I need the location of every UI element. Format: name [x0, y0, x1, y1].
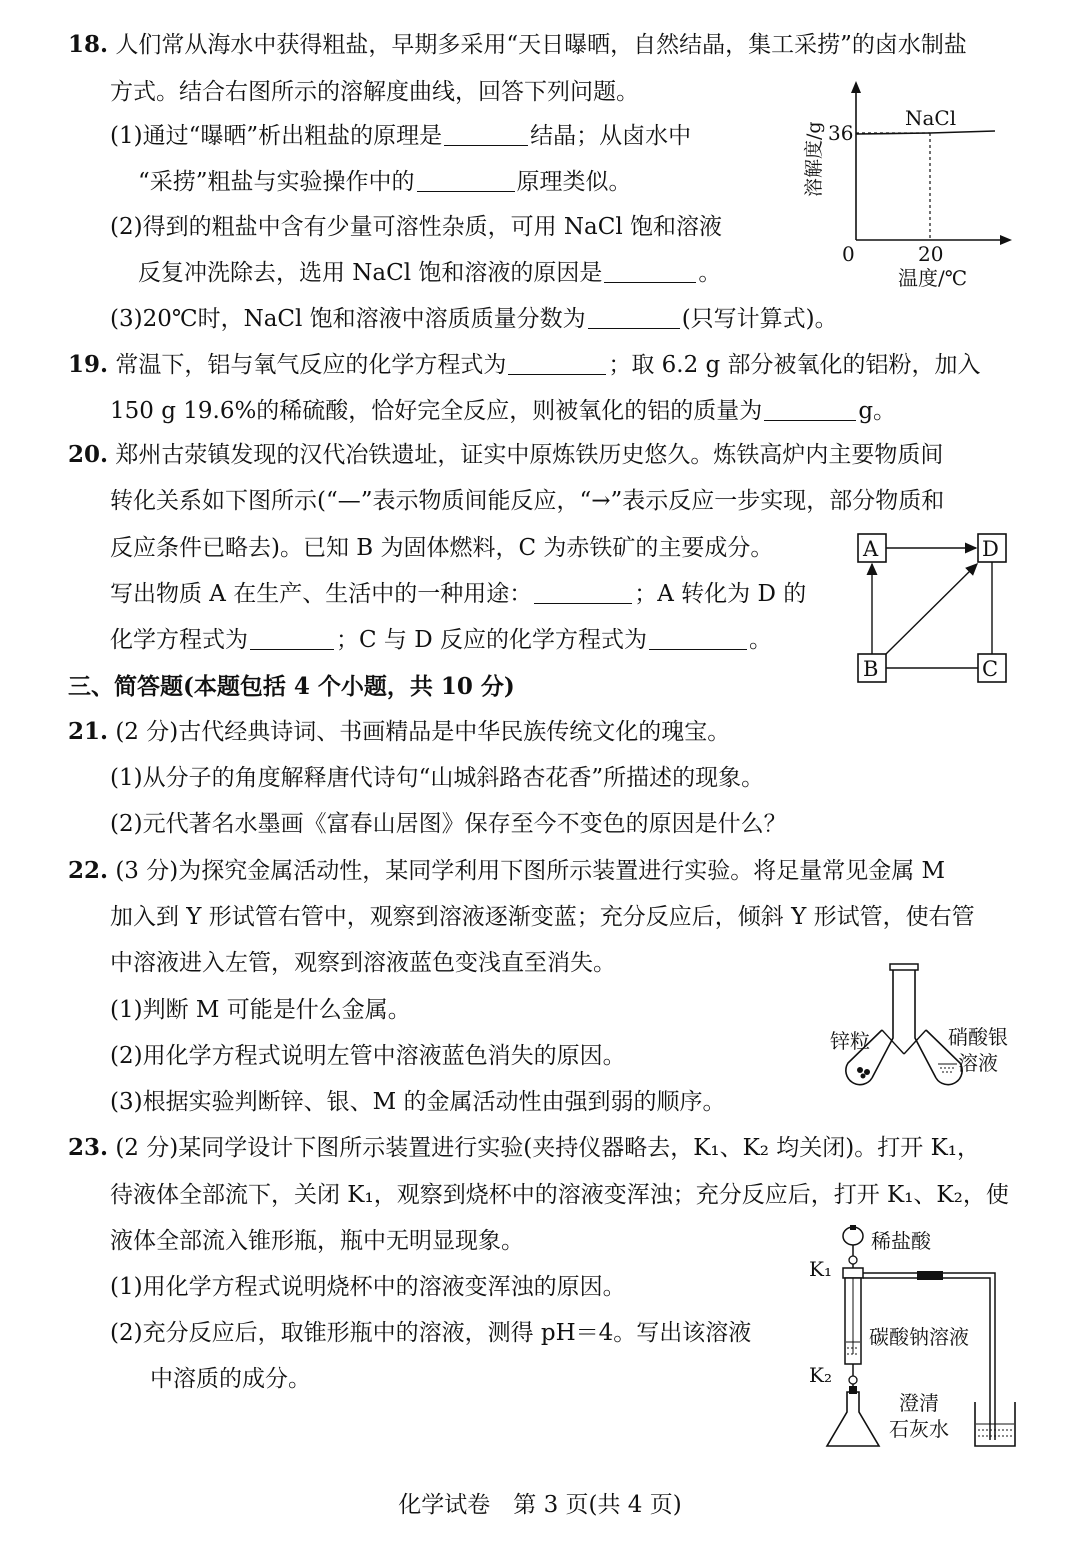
q18-part2-line1: (2)得到的粗盐中含有少量可溶性杂质，可用 NaCl 饱和溶液 [110, 214, 722, 240]
answer-blank[interactable] [508, 352, 606, 375]
q20-text-c: 化学方程式为 [110, 627, 248, 653]
x-tick-label: 20 [918, 242, 944, 266]
answer-blank[interactable] [534, 581, 632, 604]
y-axis-arrow-icon [851, 81, 861, 93]
q18-p3-text-b: (只写计算式)。 [681, 306, 838, 332]
answer-blank[interactable] [649, 627, 747, 650]
x-axis-arrow-icon [1000, 235, 1012, 245]
question-number: 18. [68, 31, 109, 58]
flask-stopper [849, 1386, 857, 1394]
zinc-granule [864, 1069, 870, 1075]
q22-part1: (1)判断 M 可能是什么金属。 [110, 997, 411, 1023]
label-d: D [982, 537, 999, 561]
tube-rim [890, 964, 918, 970]
label-b: B [863, 657, 879, 681]
solubility-graph [790, 75, 1020, 295]
q18-part1-line2 [138, 167, 632, 197]
tube-right-outer [915, 970, 936, 1078]
answer-blank[interactable] [250, 627, 334, 650]
q19-text-a: 常温下，铝与氧气反应的化学方程式为 [115, 352, 507, 378]
limewater-label-1: 澄清 [899, 1391, 939, 1415]
q18-p3-text-a: (3)20℃时，NaCl 饱和溶液中溶质质量分数为 [110, 306, 586, 332]
q20-line3: 反应条件已略去)。已知 B 为固体燃料，C 为赤铁矿的主要成分。 [110, 535, 774, 561]
q23-text: (2 分)某同学设计下图所示装置进行实验(夹持仪器略去，K₁、K₂ 均关闭)。打开 K₁， [115, 1135, 980, 1161]
label-c: C [982, 657, 999, 681]
arrow-b-to-d [886, 564, 977, 654]
zinc-granule [861, 1074, 866, 1079]
answer-blank[interactable] [417, 169, 515, 192]
q23-part2-line2: 中溶质的成分。 [150, 1366, 311, 1392]
funnel-stopper [850, 1225, 856, 1230]
q19-text-d: g。 [858, 398, 897, 424]
q23-line3: 液体全部流入锥形瓶，瓶中无明显现象。 [110, 1228, 524, 1254]
q18-p2-text-c: 。 [698, 260, 722, 286]
y-tube-figure [830, 958, 1020, 1098]
q23-part1: (1)用化学方程式说明烧杯中的溶液变浑浊的原因。 [110, 1274, 626, 1300]
curve-label: NaCl [905, 106, 957, 130]
answer-blank[interactable] [588, 306, 680, 329]
q21-part2: (2)元代著名水墨画《富春山居图》保存至今不变色的原因是什么？ [110, 811, 787, 837]
k2-label: K₂ [809, 1363, 832, 1387]
q20-text-d: ；C 与 D 反应的化学方程式为 [336, 627, 647, 653]
question-number: 19. [68, 351, 109, 378]
q23-part2-line1: (2)充分反应后，取锥形瓶中的溶液，测得 pH＝4。写出该溶液 [110, 1320, 752, 1346]
zinc-label: 锌粒 [830, 1029, 870, 1053]
x-axis-label: 温度/℃ [898, 266, 968, 290]
q18-part2-line2 [138, 258, 721, 288]
q20-line1 [68, 440, 943, 470]
q21-line1 [68, 717, 730, 747]
q20-text-a: 写出物质 A 在生产、生活中的一种用途： [110, 581, 533, 607]
answer-blank[interactable] [444, 123, 528, 146]
q19-line2 [110, 396, 896, 426]
q18-line1 [68, 30, 967, 60]
rubber-connector [917, 1271, 943, 1280]
q18-line2: 方式。结合右图所示的溶解度曲线，回答下列问题。 [110, 79, 639, 105]
q18-p1-text-c: “采捞”粗盐与实验操作中的 [138, 169, 415, 195]
question-number: 23. [68, 1134, 109, 1161]
page-footer: 化学试卷 第 3 页(共 4 页) [398, 1492, 682, 1518]
q21-text: (2 分)古代经典诗词、书画精品是中华民族传统文化的瑰宝。 [115, 719, 731, 745]
valve-k1-icon [849, 1256, 857, 1264]
q22-part2: (2)用化学方程式说明左管中溶液蓝色消失的原因。 [110, 1043, 626, 1069]
conical-flask [827, 1392, 879, 1446]
q21-part1: (1)从分子的角度解释唐代诗句“山城斜路杏花香”所描述的现象。 [110, 765, 765, 791]
q20-line4 [110, 579, 806, 609]
q19-line1 [68, 350, 981, 380]
section-heading: 三、简答题(本题包括 4 个小题，共 10 分) [68, 673, 515, 700]
k1-label: K₁ [809, 1257, 832, 1281]
q18-part1-line1 [110, 121, 691, 151]
question-number: 21. [68, 718, 109, 745]
substance-diagram [850, 528, 1020, 694]
carbonate-label: 碳酸钠溶液 [869, 1325, 969, 1349]
y-axis-label: 溶解度/g [803, 121, 825, 197]
q22-line1 [68, 856, 945, 886]
q23-line1 [68, 1133, 980, 1163]
stopper-top [843, 1268, 863, 1278]
q18-part3 [110, 304, 838, 334]
q18-p1-text-b: 结晶；从卤水中 [530, 123, 692, 149]
question-number: 20. [68, 441, 109, 468]
origin-label: 0 [842, 242, 855, 266]
label-a: A [863, 537, 879, 561]
answer-blank[interactable] [764, 398, 856, 421]
silver-nitrate-label-2: 溶液 [958, 1051, 998, 1075]
q22-line2: 加入到 Y 形试管右管中，观察到溶液逐渐变蓝；充分反应后，倾斜 Y 形试管，使右管 [110, 904, 975, 930]
q19-text-b: ；取 6.2 g 部分被氧化的铝粉，加入 [608, 352, 981, 378]
apparatus-figure [805, 1222, 1020, 1462]
q20-text: 郑州古荥镇发现的汉代冶铁遗址，证实中原炼铁历史悠久。炼铁高炉内主要物质间 [115, 442, 944, 468]
q18-p2-text-b: 反复冲洗除去，选用 NaCl 饱和溶液的原因是 [138, 260, 603, 286]
question-number: 22. [68, 857, 109, 884]
limewater-label-2: 石灰水 [889, 1417, 949, 1441]
y-tick-label: 36 [828, 121, 854, 145]
acid-label: 稀盐酸 [871, 1229, 931, 1253]
q22-line3: 中溶液进入左管，观察到溶液蓝色变浅直至消失。 [110, 950, 616, 976]
q20-text-b: ；A 转化为 D 的 [634, 581, 807, 607]
q19-text-c: 150 g 19.6%的稀硫酸，恰好完全反应，则被氧化的铝的质量为 [110, 398, 763, 424]
valve-k2-icon [849, 1376, 857, 1384]
q20-line5 [110, 625, 772, 655]
tube-left-outer [872, 970, 893, 1078]
q18-p1-text-d: 原理类似。 [516, 169, 632, 195]
zinc-granule [857, 1067, 863, 1073]
q20-line2: 转化关系如下图所示(“—”表示物质间能反应，“→”表示反应一步实现，部分物质和 [110, 488, 945, 514]
q22-text: (3 分)为探究金属活动性，某同学利用下图所示装置进行实验。将足量常见金属 M [115, 858, 946, 884]
q18-text: 人们常从海水中获得粗盐，早期多采用“天日曝晒，自然结晶，集工采捞”的卤水制盐 [115, 32, 967, 58]
q22-part3: (3)根据实验判断锌、银、M 的金属活动性由强到弱的顺序。 [110, 1089, 726, 1115]
delivery-tube-inner [863, 1278, 990, 1440]
q20-text-e: 。 [748, 627, 772, 653]
q23-line2: 待液体全部流下，关闭 K₁，观察到烧杯中的溶液变浑浊；充分反应后，打开 K₁、K₂，使 [110, 1182, 1009, 1208]
answer-blank[interactable] [604, 260, 696, 283]
silver-nitrate-label-1: 硝酸银 [948, 1025, 1008, 1049]
q18-p1-text-a: (1)通过“曝晒”析出粗盐的原理是 [110, 123, 443, 149]
